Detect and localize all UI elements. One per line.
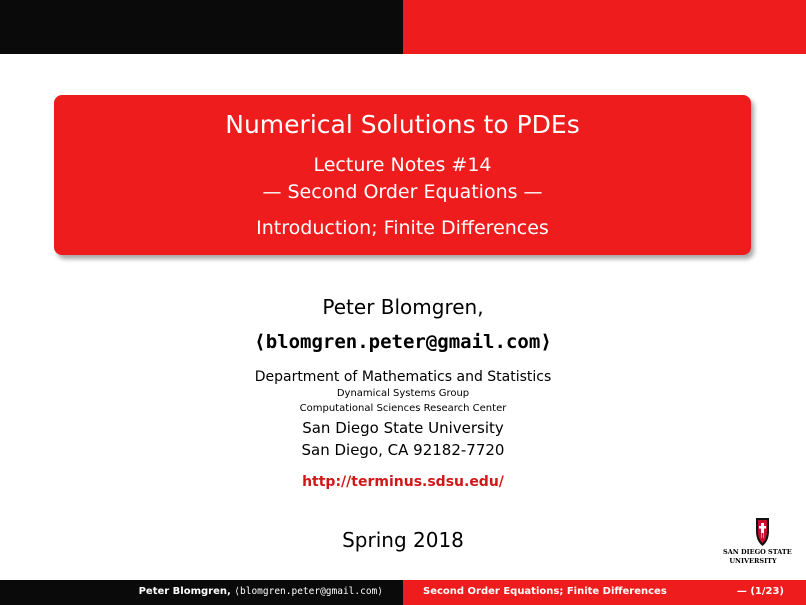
logo-text-line1: SAN DIEGO STATE [723,548,792,556]
address: San Diego, CA 92182-7720 [301,441,505,459]
website-link[interactable]: http://terminus.sdsu.edu/ [302,474,504,490]
university: San Diego State University [302,419,504,437]
department: Department of Mathematics and Statistics [254,369,552,385]
lecture-number: Lecture Notes #14 [313,154,492,176]
header-bar-left [0,0,403,54]
sdsu-shield-icon [723,517,783,547]
presentation-date: Spring 2018 [342,528,464,552]
footer-author-name: Peter Blomgren, [138,586,235,597]
university-logo [723,517,792,569]
author-name: Peter Blomgren, [322,295,484,319]
subtitle-topic: Introduction; Finite Differences [256,217,549,239]
author-email: ⟨blomgren.peter@gmail.com⟩ [254,331,552,353]
title-block [54,95,751,255]
footer-title: Second Order Equations; Finite Differences [423,586,667,597]
research-center: Computational Sciences Research Center [299,403,507,414]
presentation-title: Numerical Solutions to PDEs [225,110,580,139]
footer-left [0,580,403,605]
footer-right [403,580,806,605]
footer-author-email: ⟨blomgren.peter@gmail.com⟩ [234,586,383,597]
subtitle-line: — Second Order Equations — [262,181,543,203]
page-counter: — (1/23) [736,586,784,597]
header-bar-right [403,0,806,54]
research-group: Dynamical Systems Group [336,388,470,399]
footer-author [139,586,383,597]
logo-text-line2: UNIVERSITY [729,557,777,565]
